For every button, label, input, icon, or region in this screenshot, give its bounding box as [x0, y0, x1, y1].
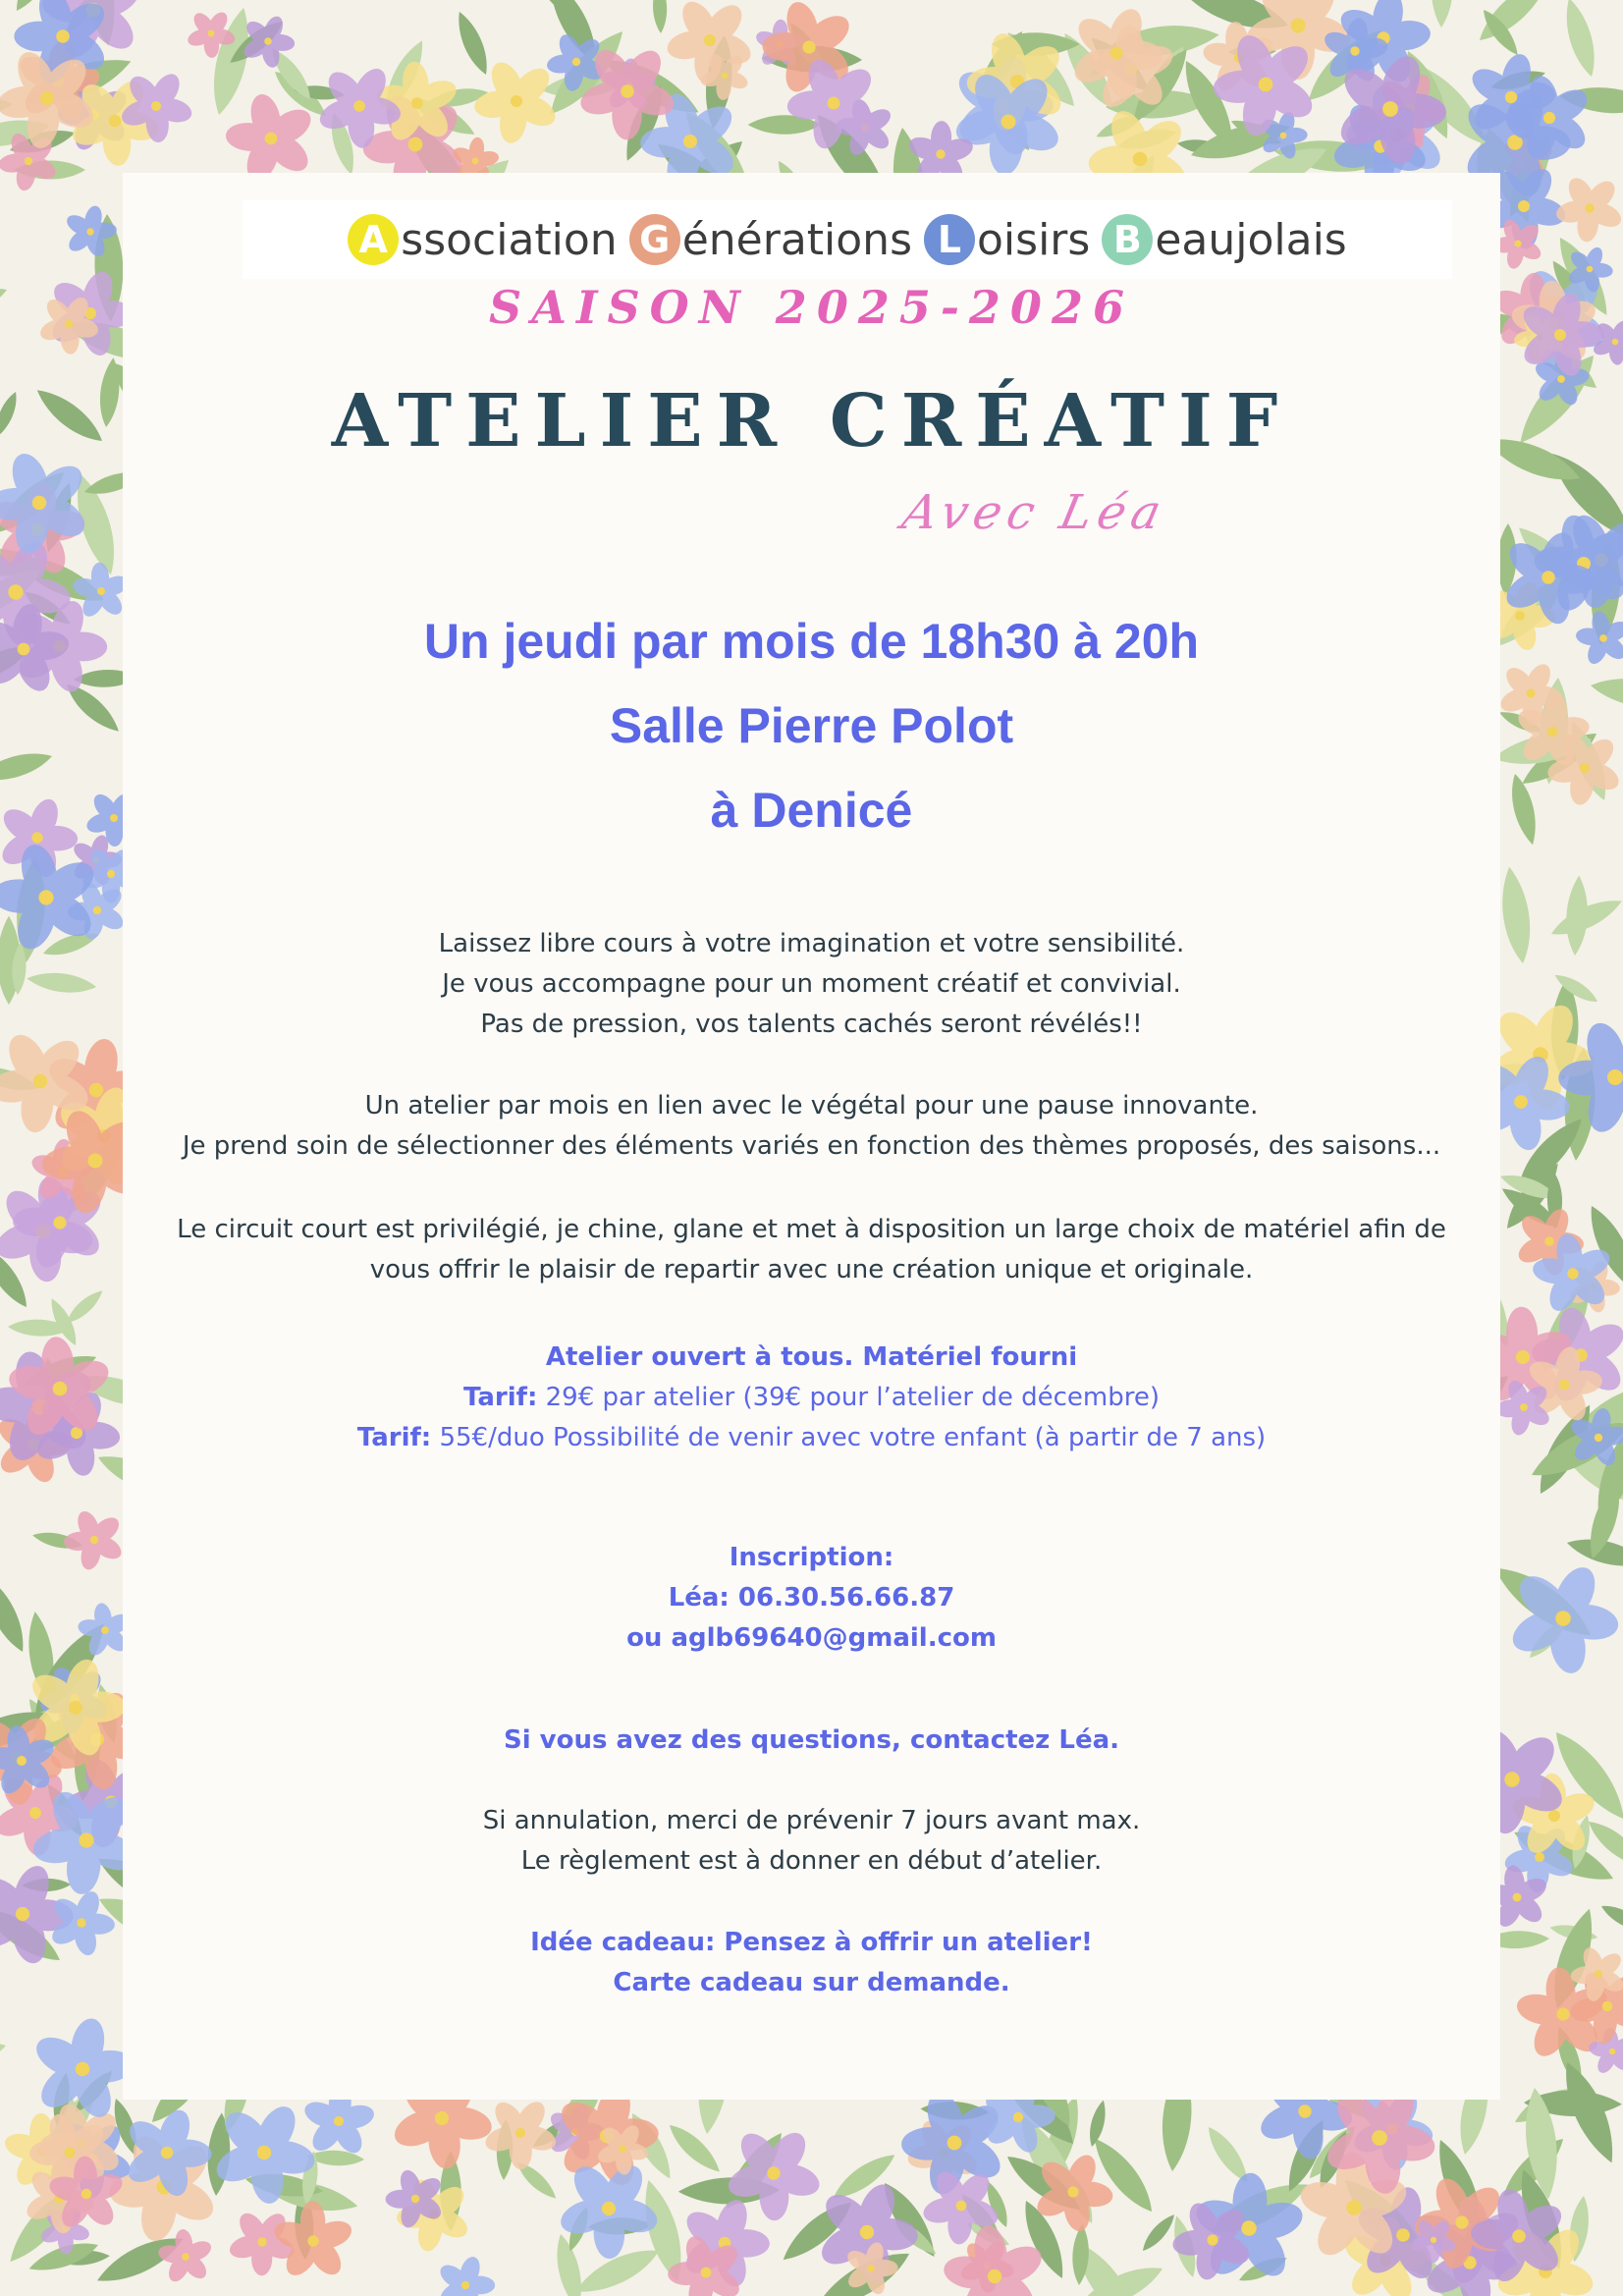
town-line: à Denicé	[710, 783, 913, 838]
flower-center	[64, 2147, 75, 2158]
flower-center	[182, 2253, 189, 2261]
leaf-shape	[652, 0, 668, 33]
flower-center	[1557, 375, 1565, 383]
association-logo	[243, 200, 1452, 279]
flower-center	[90, 1536, 99, 1545]
flower-center	[307, 2235, 318, 2246]
flower-center	[1555, 1611, 1571, 1626]
flower-center	[621, 84, 634, 98]
logo-word-beaujolais	[1102, 214, 1346, 265]
flower-center	[76, 2062, 90, 2077]
questions-line	[123, 1721, 1500, 1761]
flower-center	[411, 2195, 419, 2203]
flower-center	[1515, 611, 1525, 621]
tarif-label: Tarif:	[356, 1423, 432, 1452]
flower-center	[1535, 1852, 1544, 1862]
logo-letter-b: B	[1102, 214, 1153, 265]
flower-center	[1609, 2049, 1616, 2055]
flower-center	[161, 2147, 174, 2159]
questions-text: Si vous avez des questions, contactez Léa.	[503, 1725, 1119, 1755]
flower-center	[936, 149, 945, 158]
flower-center	[65, 320, 73, 328]
flower-center	[1587, 266, 1594, 273]
flower-center	[1585, 203, 1595, 213]
flower-center	[33, 1074, 47, 1088]
flower-center	[1372, 2130, 1387, 2146]
leaf-shape	[1496, 865, 1536, 965]
intro-line: Laissez libre cours à votre imagination et votre sensibilité.	[438, 929, 1185, 958]
flower-center	[602, 2202, 616, 2215]
flower-center	[1595, 1970, 1602, 1978]
flower-center	[1518, 200, 1530, 212]
leaf-shape	[451, 8, 494, 78]
logo-rest-a: ssociation	[401, 214, 618, 265]
host-signature: Avec Léa	[897, 485, 1172, 540]
flower-center	[1543, 112, 1555, 124]
flower-center	[1520, 1403, 1528, 1411]
atelier-line: Un atelier par mois en lien avec le végétal pour une pause innovante.	[364, 1091, 1259, 1121]
flower-center	[93, 906, 101, 914]
flower-center	[88, 1154, 103, 1169]
flower-center	[151, 101, 161, 111]
logo-word-loisirs	[924, 214, 1090, 265]
leaf-shape	[0, 1570, 32, 1657]
flower-center	[1556, 2007, 1569, 2020]
flower-center	[1259, 78, 1273, 92]
leaf-shape	[30, 382, 109, 450]
flower-center	[511, 95, 522, 107]
flower-center	[29, 1807, 41, 1819]
circuit-line: Le circuit court est privilégié, je chine, glane et met à disposition un large choix de matériel afin de	[177, 1215, 1446, 1244]
tarif-value: 29€ par atelier (39€ pour l’atelier de décembre)	[537, 1383, 1160, 1412]
flower-center	[1001, 115, 1016, 130]
flower-center	[265, 133, 278, 145]
flower-center	[1544, 1236, 1554, 1246]
flower-center	[69, 1701, 82, 1715]
gift-line: Carte cadeau sur demande.	[613, 1968, 1010, 1997]
flower-center	[1554, 329, 1566, 341]
flower-center	[25, 157, 32, 165]
flower-center	[1607, 1069, 1623, 1085]
flower-center	[79, 1832, 93, 1847]
leaf-shape	[0, 281, 11, 326]
flower-center	[8, 584, 23, 599]
flower-center	[988, 2269, 1001, 2283]
flower-center	[1013, 2112, 1023, 2122]
flower-center	[38, 890, 53, 904]
flower-center	[472, 158, 479, 165]
flower-center	[408, 137, 423, 152]
season-heading: SAISON 2025-2026	[489, 281, 1134, 334]
flower-center	[110, 814, 118, 822]
leaf-shape	[1559, 0, 1602, 80]
flower-center	[89, 1083, 104, 1098]
flower-center	[683, 135, 697, 148]
flower-center	[860, 2225, 874, 2239]
flower-center	[867, 2265, 875, 2272]
flower-center	[947, 2136, 962, 2151]
flower-center	[1599, 634, 1607, 642]
intro-paragraph	[123, 924, 1500, 1045]
logo-rest-b: eaujolais	[1155, 214, 1347, 265]
cancellation-line: Si annulation, merci de prévenir 7 jours avant max.	[482, 1806, 1141, 1835]
gift-block	[123, 1923, 1500, 2003]
inscription-label: Inscription:	[729, 1543, 894, 1572]
flower-center	[32, 496, 47, 511]
flower-center	[1133, 152, 1148, 167]
payment-line: Le règlement est à donner en début d’atelier.	[520, 1846, 1103, 1876]
flower-center	[101, 1626, 109, 1634]
leaf-shape	[26, 969, 97, 996]
inscription-block	[123, 1538, 1500, 1659]
flower-center	[1513, 1893, 1522, 1902]
flower-center	[1241, 2220, 1257, 2236]
open-to-all: Atelier ouvert à tous. Matériel fourni	[545, 1342, 1078, 1372]
logo-letter-a: A	[348, 214, 399, 265]
leaf-shape	[1589, 672, 1623, 715]
flower-center	[956, 2201, 967, 2212]
flower-center	[701, 2268, 712, 2278]
flower-center	[1109, 46, 1122, 59]
logo-letter-l: L	[924, 214, 975, 265]
gift-line: Idée cadeau: Pensez à offrir un atelier!	[530, 1928, 1093, 1957]
flower-center	[1516, 1350, 1530, 1364]
flower-center	[1548, 1810, 1560, 1822]
contact-email: ou aglb69640@gmail.com	[626, 1623, 997, 1653]
flower-center	[1526, 688, 1535, 697]
schedule-headline	[123, 599, 1500, 852]
flower-center	[1514, 240, 1521, 246]
flower-center	[77, 1918, 85, 1927]
flower-center	[31, 832, 42, 843]
flower-center	[56, 29, 70, 43]
circuit-paragraph	[123, 1210, 1500, 1290]
flower-center	[461, 2281, 469, 2289]
flower-center	[802, 40, 815, 53]
flower-center	[1396, 2228, 1410, 2242]
leaf-shape	[1598, 1900, 1623, 1938]
flower-center	[1602, 2001, 1613, 2012]
flower-center	[81, 2189, 92, 2200]
flower-center	[1067, 2186, 1078, 2197]
flower-center	[18, 643, 30, 656]
atelier-line: Je prend soin de sélectionner des éléments variés en fonction des thèmes proposés, des saisons...	[182, 1131, 1441, 1161]
flower-center	[53, 1382, 68, 1396]
flower-center	[1346, 2200, 1361, 2214]
flower-center	[17, 1756, 27, 1766]
circuit-line: vous offrir le plaisir de repartir avec une création unique et originale.	[369, 1255, 1254, 1285]
flower-center	[257, 2237, 266, 2246]
logo-word-generations	[629, 214, 912, 265]
flower-center	[828, 97, 840, 110]
flower-center	[411, 97, 423, 109]
pricing-block	[123, 1338, 1500, 1458]
venue-line: Salle Pierre Polot	[609, 698, 1014, 753]
flower-center	[1290, 18, 1305, 32]
leaf-shape	[0, 2033, 10, 2086]
flower-center	[1542, 571, 1554, 583]
flower-center	[1504, 1772, 1519, 1786]
flower-center	[257, 2146, 271, 2159]
flower-center	[107, 870, 115, 878]
flower-center	[1547, 727, 1557, 737]
flower-center	[353, 100, 365, 112]
flower-center	[1514, 1095, 1528, 1109]
flower-center	[619, 2145, 625, 2152]
flower-center	[704, 34, 716, 46]
flower-center	[515, 2128, 525, 2138]
intro-line: Je vous accompagne pour un moment créatif et convivial.	[442, 969, 1181, 999]
logo-word-association	[348, 214, 617, 265]
flower-center	[1455, 2215, 1468, 2228]
atelier-paragraph	[123, 1086, 1500, 1167]
flower-center	[53, 1216, 66, 1229]
flower-center	[435, 2111, 449, 2125]
flower-center	[86, 228, 93, 235]
flower-center	[767, 2166, 780, 2179]
policy-block	[123, 1801, 1500, 1882]
flyer-panel	[123, 173, 1500, 2100]
flower-center	[208, 30, 215, 37]
flower-center	[1382, 101, 1398, 117]
logo-letter-g: G	[629, 214, 680, 265]
flower-center	[722, 73, 729, 80]
logo-rest-g: énérations	[681, 214, 912, 265]
tarif-line-1	[123, 1378, 1500, 1418]
tarif-value: 55€/duo Possibilité de venir avec votre enfant (à partir de 7 ans)	[431, 1423, 1267, 1452]
flower-center	[1567, 1268, 1578, 1279]
flower-center	[334, 2116, 344, 2126]
flower-center	[1298, 2105, 1311, 2117]
flower-center	[572, 58, 580, 66]
flower-center	[264, 37, 272, 45]
flower-center	[1207, 2234, 1217, 2245]
leaf-shape	[1431, 0, 1453, 27]
flower-center	[1512, 2229, 1526, 2243]
leaf-shape	[664, 2118, 726, 2178]
flower-center	[1559, 1380, 1570, 1391]
flower-center	[109, 115, 122, 128]
tarif-line-2	[123, 1418, 1500, 1458]
page-title: ATELIER CRÉATIF	[331, 379, 1292, 464]
logo-rest-l: oisirs	[977, 214, 1091, 265]
flower-center	[40, 91, 54, 105]
leaf-shape	[1138, 2211, 1179, 2255]
flower-center	[1505, 91, 1517, 103]
leaf-shape	[0, 746, 55, 788]
flower-center	[1350, 46, 1359, 55]
flower-center	[16, 1907, 29, 1921]
flower-center	[1280, 133, 1287, 139]
flower-center	[1612, 339, 1619, 346]
flower-shape	[1487, 1543, 1623, 1693]
intro-line: Pas de pression, vos talents cachés seront révélés!!	[480, 1010, 1143, 1039]
tarif-label: Tarif:	[463, 1383, 538, 1412]
schedule-line: Un jeudi par mois de 18h30 à 20h	[423, 614, 1200, 669]
flower-center	[1580, 763, 1590, 773]
flower-center	[1595, 1434, 1602, 1442]
flower-center	[1431, 2237, 1436, 2243]
contact-phone: Léa: 06.30.56.66.87	[668, 1583, 955, 1613]
leaf-shape	[0, 389, 22, 440]
flower-center	[97, 587, 105, 595]
